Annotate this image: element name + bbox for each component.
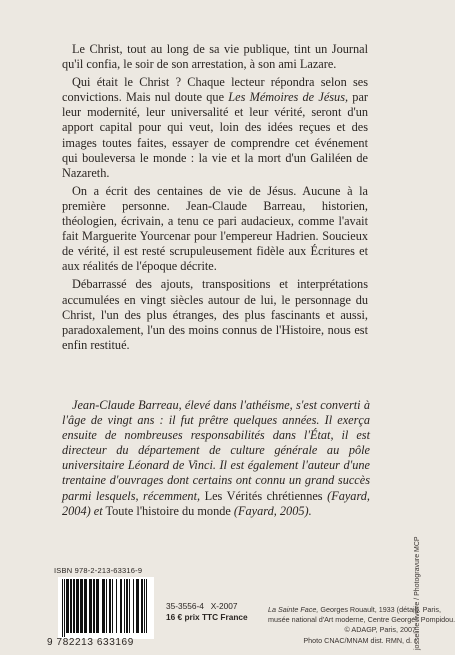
- credits-line1: [268, 605, 442, 615]
- author-bio: [62, 398, 370, 519]
- back-cover-text: [62, 42, 368, 356]
- barcode-bar: [144, 579, 145, 633]
- paragraph-question-text-a: Qui était le Christ ? Chaque lecteur répondra selon ses convictions. Mais nul doute que: [62, 75, 368, 105]
- paragraph-author-approach-text: On a écrit des centaines de vie de Jésus. Aucune à la première personne. Jean-Claude Barreau, historien, théologien, écrivain, a tenu ce pari audacieux, comme l'avait fait Marguerite Yourcenar pour l'empereur Hadrien. Soucieux de vérité, il est resté scrupuleusement fidèle aux Écritures et aux réalités de l'époque décrite.: [62, 183, 368, 274]
- barcode-guard-bar: [62, 579, 63, 637]
- book-title-italic: Les Mémoires de Jésus,: [228, 90, 349, 105]
- barcode-bar: [93, 579, 95, 633]
- bio-book2: Toute l'histoire du monde: [105, 503, 231, 518]
- barcode-bar: [96, 579, 99, 633]
- vertical-credit: josseline rivière / Photogravure MCP: [414, 536, 421, 650]
- barcode-bar: [120, 579, 122, 633]
- barcode-bar: [76, 579, 79, 633]
- barcode-digits: 9 782213 633169: [47, 637, 134, 648]
- barcode-bar: [73, 579, 75, 633]
- barcode-bar: [66, 579, 69, 633]
- paragraph-author-approach: [62, 184, 368, 275]
- barcode-bar: [146, 579, 147, 633]
- paragraph-question-text-b: par leur modernité, leur universalité et leur vérité, seront d'un apport capital pour qui veut, loin des idées reçues et des images toutes faites, essayer de comprendre cet événement qui bouleversa le monde : la vie et la mort d'un Galiléen de Nazareth.: [62, 90, 369, 180]
- barcode-bar: [133, 579, 134, 633]
- barcode-bar: [70, 579, 72, 633]
- barcode-bar: [129, 579, 130, 633]
- barcode-bar: [126, 579, 128, 633]
- barcode-bar: [106, 579, 107, 633]
- paragraph-conclusion-text: Débarrassé des ajouts, transpositions et interprétations accumulées en vingt siècles autour de lui, le personnage du Christ, l'un des plus étranges, des plus fascinants et aussi, paradoxalement, l'un des moins connus de l'Histoire, nous est enfin restitué.: [62, 277, 368, 352]
- paragraph-intro-text: Le Christ, tout au long de sa vie publique, tint un Journal qu'il confia, le soir de son arrestation, à son ami Lazare.: [62, 42, 368, 72]
- barcode-bar: [136, 579, 139, 633]
- barcode-bar: [116, 579, 117, 633]
- credits-line2: musée national d'Art moderne, Centre Georges Pompidou.: [268, 615, 455, 625]
- barcode-bar: [84, 579, 87, 633]
- credits-artwork-title: La Sainte Face,: [268, 605, 319, 614]
- price-code1: 35-3556-4: [166, 601, 204, 611]
- image-credits: [268, 605, 455, 646]
- credits-line3: © ADAGP, Paris, 2007.: [344, 625, 418, 635]
- barcode-bar: [109, 579, 111, 633]
- paragraph-question: [62, 75, 368, 181]
- bio-part3: (Fayard, 2005).: [233, 503, 312, 518]
- price-block: [166, 601, 266, 623]
- bio-part1: Jean-Claude Barreau, élevé dans l'athéisme, s'est converti à l'âge de vingt ans : il fut prêtre quelques années. Il exerça ensuite de nombreuses responsabilités dans l'État, il est directeur du département de culture générale au pôle universitaire Léonard de Vinci. Il est également l'auteur d'une trentaine d'ouvrages dont certains ont connu un grand succès parmi lesquels, récemment,: [62, 398, 370, 503]
- barcode-bar: [124, 579, 125, 633]
- bio-part2: (Fayard, 2004) et: [62, 488, 371, 518]
- author-bio-text: [62, 398, 370, 519]
- barcode: [58, 577, 154, 639]
- barcode-bar: [89, 579, 92, 633]
- credits-line4: Photo CNAC/MNAM dist. RMN, d. r.: [303, 635, 418, 645]
- barcode-bar: [141, 579, 143, 633]
- barcode-bar: [102, 579, 105, 633]
- paragraph-conclusion: [62, 277, 368, 352]
- paragraph-intro: [62, 42, 368, 72]
- bio-book1: Les Vérités chrétiennes: [204, 488, 323, 503]
- price-code2: X-2007: [210, 601, 238, 611]
- barcode-bars: [58, 577, 154, 639]
- credits-line1-rest: Georges Rouault, 1933 (détail). Paris,: [320, 605, 442, 614]
- isbn-label: ISBN 978-2-213-63316-9: [54, 566, 143, 575]
- barcode-guard-bar: [64, 579, 65, 637]
- barcode-bar: [112, 579, 113, 633]
- price-line: 16 € prix TTC France: [166, 612, 248, 622]
- price-codes: [166, 601, 266, 612]
- barcode-bar: [80, 579, 83, 633]
